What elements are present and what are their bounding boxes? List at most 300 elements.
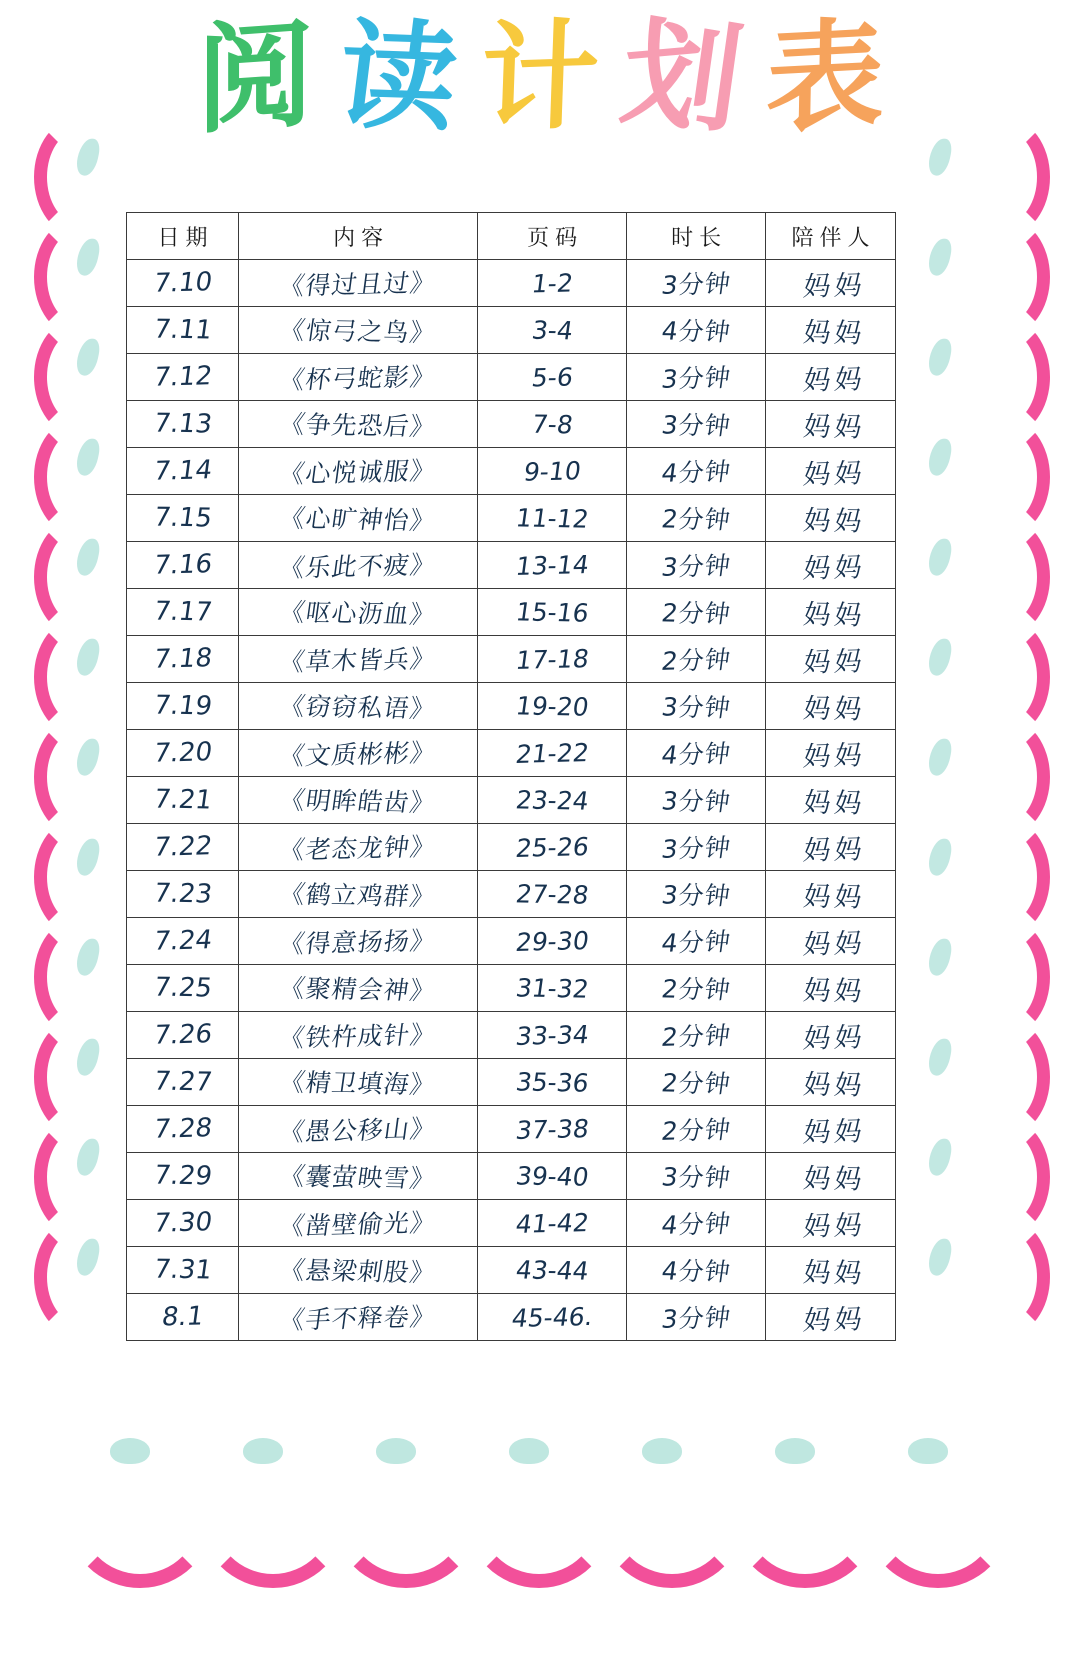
cell-pages bbox=[478, 1200, 627, 1247]
decor-leaf bbox=[926, 1036, 953, 1077]
cell-partner-text: 妈妈 bbox=[800, 833, 868, 867]
decor-leaf bbox=[74, 1036, 101, 1077]
cell-pages bbox=[478, 824, 627, 871]
cell-pages bbox=[478, 730, 627, 777]
cell-pages bbox=[478, 448, 627, 495]
table-row bbox=[127, 1012, 896, 1059]
cell-partner bbox=[766, 401, 896, 448]
page-title bbox=[0, 3, 1080, 151]
cell-partner-text: 妈妈 bbox=[801, 1068, 868, 1102]
cell-pages bbox=[478, 307, 627, 354]
cell-date-text: 7.24 bbox=[151, 925, 214, 957]
cell-pages-text: 5-6 bbox=[529, 361, 575, 393]
cell-content-text: 《囊萤映雪》 bbox=[278, 1161, 438, 1194]
decor-scallop bbox=[66, 1440, 214, 1588]
cell-date-text: 7.30 bbox=[151, 1207, 214, 1239]
decor-leaf bbox=[74, 1136, 101, 1177]
cell-content bbox=[239, 1059, 478, 1106]
cell-pages bbox=[478, 1012, 627, 1059]
reading-plan-table bbox=[126, 212, 896, 1341]
cell-content-text: 《愚公移山》 bbox=[277, 1113, 439, 1148]
cell-pages bbox=[478, 260, 627, 307]
cell-date bbox=[127, 1012, 239, 1059]
cell-partner-text: 妈妈 bbox=[800, 1209, 868, 1243]
title-char-4: 划 bbox=[613, 5, 752, 149]
cell-partner bbox=[766, 354, 896, 401]
cell-date bbox=[127, 542, 239, 589]
table-row bbox=[127, 495, 896, 542]
decor-arc-left bbox=[34, 518, 122, 636]
cell-partner bbox=[766, 1012, 896, 1059]
cell-date bbox=[127, 1247, 239, 1294]
decor-arc-left bbox=[34, 218, 122, 336]
cell-content bbox=[239, 730, 478, 777]
cell-partner bbox=[766, 1106, 896, 1153]
title-char-2: 读 bbox=[330, 6, 465, 148]
decor-leaf bbox=[926, 1236, 953, 1277]
cell-duration-text: 3分钟 bbox=[659, 363, 733, 394]
decor-leaf bbox=[74, 836, 101, 877]
cell-partner-text: 妈妈 bbox=[800, 1115, 868, 1149]
cell-pages-text: 41-42 bbox=[513, 1207, 591, 1239]
decor-arc-left bbox=[34, 318, 122, 436]
decor-leaf bbox=[74, 536, 101, 577]
cell-duration bbox=[627, 448, 766, 495]
decor-arc-right bbox=[962, 1118, 1050, 1236]
cell-partner-text: 妈妈 bbox=[800, 1021, 868, 1055]
cell-duration bbox=[627, 495, 766, 542]
decor-scallop-dot bbox=[908, 1438, 948, 1464]
cell-pages-text: 31-32 bbox=[513, 972, 591, 1004]
cell-date-text: 7.12 bbox=[151, 361, 214, 393]
cell-content bbox=[239, 965, 478, 1012]
decor-arc-right bbox=[962, 818, 1050, 936]
cell-partner bbox=[766, 589, 896, 636]
cell-duration-text: 2分钟 bbox=[659, 504, 733, 535]
cell-pages-text: 23-24 bbox=[513, 784, 591, 816]
decor-scallop bbox=[864, 1440, 1012, 1588]
decor-leaf bbox=[926, 636, 953, 677]
decor-leaf bbox=[926, 836, 953, 877]
cell-duration bbox=[627, 307, 766, 354]
cell-pages bbox=[478, 1106, 627, 1153]
cell-partner-text: 妈妈 bbox=[801, 504, 868, 538]
decor-leaf bbox=[74, 736, 101, 777]
table-row bbox=[127, 1059, 896, 1106]
table-row bbox=[127, 542, 896, 589]
table-row bbox=[127, 918, 896, 965]
decor-scallop-dot bbox=[110, 1438, 150, 1464]
cell-partner-text: 妈妈 bbox=[800, 739, 868, 773]
cell-partner bbox=[766, 777, 896, 824]
decor-arc-left bbox=[34, 1118, 122, 1236]
decor-arc-left bbox=[34, 918, 122, 1036]
table-row bbox=[127, 871, 896, 918]
title-char-3: 计 bbox=[478, 5, 602, 149]
cell-pages-text: 13-14 bbox=[513, 549, 591, 581]
cell-date bbox=[127, 1059, 239, 1106]
cell-content-text: 《手不释卷》 bbox=[277, 1301, 439, 1336]
cell-duration bbox=[627, 918, 766, 965]
cell-partner-text: 妈妈 bbox=[800, 363, 868, 397]
table-row bbox=[127, 824, 896, 871]
cell-duration-text: 3分钟 bbox=[659, 1303, 733, 1334]
cell-pages-text: 43-44 bbox=[513, 1254, 591, 1286]
decor-arc-right bbox=[962, 718, 1050, 836]
table-row bbox=[127, 1153, 896, 1200]
cell-content bbox=[239, 683, 478, 730]
decor-leaf bbox=[74, 936, 101, 977]
cell-duration bbox=[627, 1294, 766, 1341]
cell-duration-text: 3分钟 bbox=[659, 410, 733, 441]
header-pages: 页码 bbox=[478, 213, 627, 260]
cell-duration-text: 3分钟 bbox=[659, 551, 733, 582]
cell-date-text: 7.17 bbox=[151, 596, 214, 628]
cell-duration-text: 4分钟 bbox=[659, 927, 733, 958]
decor-leaf bbox=[926, 536, 953, 577]
decor-scallop bbox=[598, 1440, 746, 1588]
table-row bbox=[127, 1247, 896, 1294]
decor-arc-right bbox=[962, 318, 1050, 436]
header-duration: 时长 bbox=[627, 213, 766, 260]
cell-duration-text: 4分钟 bbox=[659, 316, 733, 347]
cell-duration-text: 4分钟 bbox=[659, 1209, 733, 1240]
cell-partner bbox=[766, 730, 896, 777]
decor-arc-right bbox=[962, 218, 1050, 336]
cell-content-text: 《呕心沥血》 bbox=[278, 597, 438, 630]
cell-partner bbox=[766, 871, 896, 918]
cell-duration bbox=[627, 589, 766, 636]
header-content: 内容 bbox=[239, 213, 478, 260]
table-row bbox=[127, 777, 896, 824]
cell-duration bbox=[627, 1200, 766, 1247]
cell-date-text: 7.10 bbox=[151, 267, 214, 299]
table-row bbox=[127, 1106, 896, 1153]
cell-duration bbox=[627, 683, 766, 730]
cell-content bbox=[239, 589, 478, 636]
table-row bbox=[127, 683, 896, 730]
decor-arc-left bbox=[34, 418, 122, 536]
cell-date-text: 7.22 bbox=[151, 831, 214, 863]
cell-duration bbox=[627, 260, 766, 307]
cell-content bbox=[239, 871, 478, 918]
cell-pages-text: 15-16 bbox=[513, 596, 591, 628]
cell-pages bbox=[478, 1059, 627, 1106]
table-row bbox=[127, 1294, 896, 1341]
cell-content-text: 《争先恐后》 bbox=[278, 409, 438, 442]
decor-scallop-dot bbox=[376, 1438, 416, 1464]
cell-duration bbox=[627, 965, 766, 1012]
cell-pages bbox=[478, 918, 627, 965]
cell-content-text: 《得意扬扬》 bbox=[277, 925, 439, 960]
decor-leaf bbox=[926, 236, 953, 277]
title-char-1: 阅 bbox=[196, 3, 314, 151]
table-row bbox=[127, 589, 896, 636]
decor-leaf bbox=[74, 236, 101, 277]
cell-partner-text: 妈妈 bbox=[800, 1303, 868, 1337]
cell-date-text: 7.23 bbox=[151, 878, 214, 910]
cell-partner-text: 妈妈 bbox=[801, 1162, 868, 1196]
cell-date-text: 8.1 bbox=[159, 1301, 206, 1333]
cell-partner bbox=[766, 448, 896, 495]
table-row bbox=[127, 1200, 896, 1247]
cell-pages-text: 25-26 bbox=[513, 831, 591, 863]
decor-arc-left bbox=[34, 618, 122, 736]
cell-date bbox=[127, 777, 239, 824]
cell-pages bbox=[478, 401, 627, 448]
cell-content-text: 《心悦诚服》 bbox=[277, 455, 439, 490]
cell-partner-text: 妈妈 bbox=[801, 974, 868, 1008]
cell-duration-text: 2分钟 bbox=[659, 1068, 733, 1099]
cell-duration bbox=[627, 1247, 766, 1294]
cell-partner-text: 妈妈 bbox=[801, 1256, 868, 1290]
decor-arc-left bbox=[34, 718, 122, 836]
cell-partner-text: 妈妈 bbox=[800, 551, 868, 585]
cell-partner bbox=[766, 1059, 896, 1106]
cell-content bbox=[239, 448, 478, 495]
cell-duration-text: 4分钟 bbox=[659, 739, 733, 770]
cell-partner-text: 妈妈 bbox=[801, 316, 868, 350]
decor-leaf bbox=[74, 436, 101, 477]
decor-leaf bbox=[926, 436, 953, 477]
decor-scallop bbox=[332, 1440, 480, 1588]
cell-duration bbox=[627, 401, 766, 448]
cell-pages-text: 9-10 bbox=[521, 455, 583, 487]
cell-content-text: 《凿壁偷光》 bbox=[277, 1207, 439, 1242]
cell-date bbox=[127, 1153, 239, 1200]
table-row bbox=[127, 354, 896, 401]
decor-arc-right bbox=[962, 1218, 1050, 1336]
cell-date-text: 7.25 bbox=[151, 972, 214, 1004]
cell-date bbox=[127, 401, 239, 448]
cell-duration-text: 3分钟 bbox=[659, 1162, 733, 1193]
decor-leaf bbox=[74, 636, 101, 677]
cell-duration bbox=[627, 636, 766, 683]
cell-content-text: 《杯弓蛇影》 bbox=[277, 361, 439, 396]
cell-pages-text: 37-38 bbox=[513, 1113, 591, 1145]
cell-date bbox=[127, 730, 239, 777]
decor-leaf bbox=[74, 336, 101, 377]
decor-arc-right bbox=[962, 618, 1050, 736]
cell-date-text: 7.21 bbox=[151, 784, 214, 816]
decor-arc-left bbox=[34, 1218, 122, 1336]
cell-partner-text: 妈妈 bbox=[801, 410, 868, 444]
cell-duration-text: 2分钟 bbox=[659, 645, 733, 676]
cell-content bbox=[239, 824, 478, 871]
cell-pages bbox=[478, 683, 627, 730]
table-row bbox=[127, 636, 896, 683]
decor-arc-left bbox=[34, 1018, 122, 1136]
decor-arc-right bbox=[962, 518, 1050, 636]
cell-date-text: 7.20 bbox=[151, 737, 214, 769]
cell-content-text: 《聚精会神》 bbox=[278, 973, 438, 1006]
cell-partner bbox=[766, 683, 896, 730]
cell-duration bbox=[627, 730, 766, 777]
decor-scallop bbox=[731, 1440, 879, 1588]
cell-partner-text: 妈妈 bbox=[800, 457, 868, 491]
cell-date bbox=[127, 260, 239, 307]
cell-partner-text: 妈妈 bbox=[801, 692, 868, 726]
decor-scallop bbox=[465, 1440, 613, 1588]
cell-partner bbox=[766, 918, 896, 965]
cell-duration bbox=[627, 1059, 766, 1106]
cell-partner bbox=[766, 1153, 896, 1200]
cell-duration bbox=[627, 542, 766, 589]
cell-date bbox=[127, 918, 239, 965]
table-row bbox=[127, 401, 896, 448]
cell-pages bbox=[478, 636, 627, 683]
decor-leaf bbox=[74, 1236, 101, 1277]
decor-leaf bbox=[74, 136, 101, 177]
cell-partner bbox=[766, 636, 896, 683]
cell-partner-text: 妈妈 bbox=[800, 645, 868, 679]
cell-partner bbox=[766, 1294, 896, 1341]
cell-duration-text: 4分钟 bbox=[659, 457, 733, 488]
cell-pages-text: 21-22 bbox=[513, 737, 591, 769]
cell-date-text: 7.19 bbox=[151, 690, 214, 722]
cell-pages-text: 17-18 bbox=[513, 643, 591, 675]
cell-partner bbox=[766, 307, 896, 354]
cell-duration bbox=[627, 824, 766, 871]
cell-date-text: 7.11 bbox=[151, 314, 214, 346]
cell-content-text: 《乐此不疲》 bbox=[277, 549, 439, 584]
cell-duration-text: 2分钟 bbox=[659, 974, 733, 1005]
cell-duration-text: 3分钟 bbox=[659, 692, 733, 723]
reading-plan-table-wrapper bbox=[126, 212, 896, 1341]
cell-date-text: 7.13 bbox=[151, 408, 214, 440]
header-date: 日期 bbox=[127, 213, 239, 260]
cell-date bbox=[127, 965, 239, 1012]
cell-date-text: 7.14 bbox=[151, 455, 214, 487]
cell-content-text: 《窃窃私语》 bbox=[278, 691, 438, 724]
cell-pages-text: 33-34 bbox=[513, 1019, 591, 1051]
cell-content bbox=[239, 1012, 478, 1059]
header-partner: 陪伴人 bbox=[766, 213, 896, 260]
cell-pages-text: 39-40 bbox=[513, 1160, 591, 1192]
cell-duration bbox=[627, 777, 766, 824]
cell-duration bbox=[627, 1106, 766, 1153]
cell-partner-text: 妈妈 bbox=[800, 269, 868, 303]
table-header-row bbox=[127, 213, 896, 260]
cell-content-text: 《得过且过》 bbox=[277, 267, 439, 302]
cell-content bbox=[239, 260, 478, 307]
cell-date bbox=[127, 683, 239, 730]
cell-pages-text: 27-28 bbox=[513, 878, 591, 910]
cell-date-text: 7.26 bbox=[151, 1019, 214, 1051]
decor-arc-left bbox=[34, 818, 122, 936]
cell-content bbox=[239, 636, 478, 683]
cell-content bbox=[239, 495, 478, 542]
cell-duration bbox=[627, 1012, 766, 1059]
cell-pages bbox=[478, 495, 627, 542]
table-row bbox=[127, 307, 896, 354]
cell-content-text: 《草木皆兵》 bbox=[277, 643, 439, 678]
cell-pages bbox=[478, 354, 627, 401]
cell-pages bbox=[478, 777, 627, 824]
cell-date bbox=[127, 1200, 239, 1247]
cell-date bbox=[127, 1106, 239, 1153]
cell-content bbox=[239, 542, 478, 589]
cell-duration bbox=[627, 871, 766, 918]
decor-scallop-dot bbox=[509, 1438, 549, 1464]
table-row bbox=[127, 260, 896, 307]
cell-content-text: 《惊弓之鸟》 bbox=[278, 315, 438, 348]
decor-leaf bbox=[926, 336, 953, 377]
decor-arc-right bbox=[962, 418, 1050, 536]
cell-content bbox=[239, 401, 478, 448]
cell-pages-text: 29-30 bbox=[513, 925, 591, 957]
cell-content-text: 《心旷神怡》 bbox=[278, 503, 438, 536]
cell-duration-text: 4分钟 bbox=[659, 1256, 733, 1287]
decor-arc-right bbox=[962, 1018, 1050, 1136]
table-row bbox=[127, 730, 896, 777]
cell-duration-text: 2分钟 bbox=[659, 1021, 733, 1052]
cell-date-text: 7.28 bbox=[151, 1113, 214, 1145]
cell-pages bbox=[478, 965, 627, 1012]
cell-date-text: 7.27 bbox=[151, 1066, 214, 1098]
cell-pages bbox=[478, 1294, 627, 1341]
cell-content bbox=[239, 1106, 478, 1153]
cell-date-text: 7.15 bbox=[151, 502, 214, 534]
cell-date bbox=[127, 448, 239, 495]
cell-partner bbox=[766, 495, 896, 542]
cell-date bbox=[127, 1294, 239, 1341]
decor-leaf bbox=[926, 736, 953, 777]
cell-pages bbox=[478, 871, 627, 918]
cell-date bbox=[127, 636, 239, 683]
cell-content bbox=[239, 918, 478, 965]
title-char-5: 表 bbox=[764, 4, 886, 150]
cell-partner bbox=[766, 542, 896, 589]
cell-content-text: 《精卫填海》 bbox=[278, 1067, 438, 1100]
cell-content bbox=[239, 307, 478, 354]
cell-pages bbox=[478, 1247, 627, 1294]
cell-date-text: 7.29 bbox=[151, 1160, 214, 1192]
cell-date-text: 7.16 bbox=[151, 549, 214, 581]
cell-date-text: 7.18 bbox=[151, 643, 214, 675]
cell-date bbox=[127, 871, 239, 918]
cell-pages-text: 1-2 bbox=[529, 267, 575, 299]
cell-content-text: 《明眸皓齿》 bbox=[278, 785, 438, 818]
cell-partner bbox=[766, 965, 896, 1012]
cell-duration bbox=[627, 1153, 766, 1200]
cell-duration-text: 3分钟 bbox=[659, 269, 733, 300]
cell-partner bbox=[766, 1247, 896, 1294]
cell-pages-text: 7-8 bbox=[529, 409, 575, 439]
cell-date bbox=[127, 824, 239, 871]
decor-scallop-dot bbox=[243, 1438, 283, 1464]
cell-content-text: 《铁杵成针》 bbox=[277, 1019, 439, 1054]
cell-duration-text: 3分钟 bbox=[659, 880, 733, 911]
cell-duration-text: 3分钟 bbox=[659, 833, 733, 864]
cell-content bbox=[239, 354, 478, 401]
cell-date bbox=[127, 354, 239, 401]
decor-leaf bbox=[926, 136, 953, 177]
cell-content-text: 《文质彬彬》 bbox=[277, 737, 439, 772]
cell-date-text: 7.31 bbox=[151, 1254, 214, 1286]
decor-arc-right bbox=[962, 918, 1050, 1036]
cell-date bbox=[127, 307, 239, 354]
cell-content-text: 《悬梁刺股》 bbox=[278, 1255, 438, 1288]
cell-partner-text: 妈妈 bbox=[800, 927, 868, 961]
cell-date bbox=[127, 495, 239, 542]
cell-pages bbox=[478, 589, 627, 636]
decor-scallop-dot bbox=[642, 1438, 682, 1464]
cell-content bbox=[239, 1200, 478, 1247]
cell-partner bbox=[766, 260, 896, 307]
decor-scallop bbox=[199, 1440, 347, 1588]
cell-partner bbox=[766, 824, 896, 871]
